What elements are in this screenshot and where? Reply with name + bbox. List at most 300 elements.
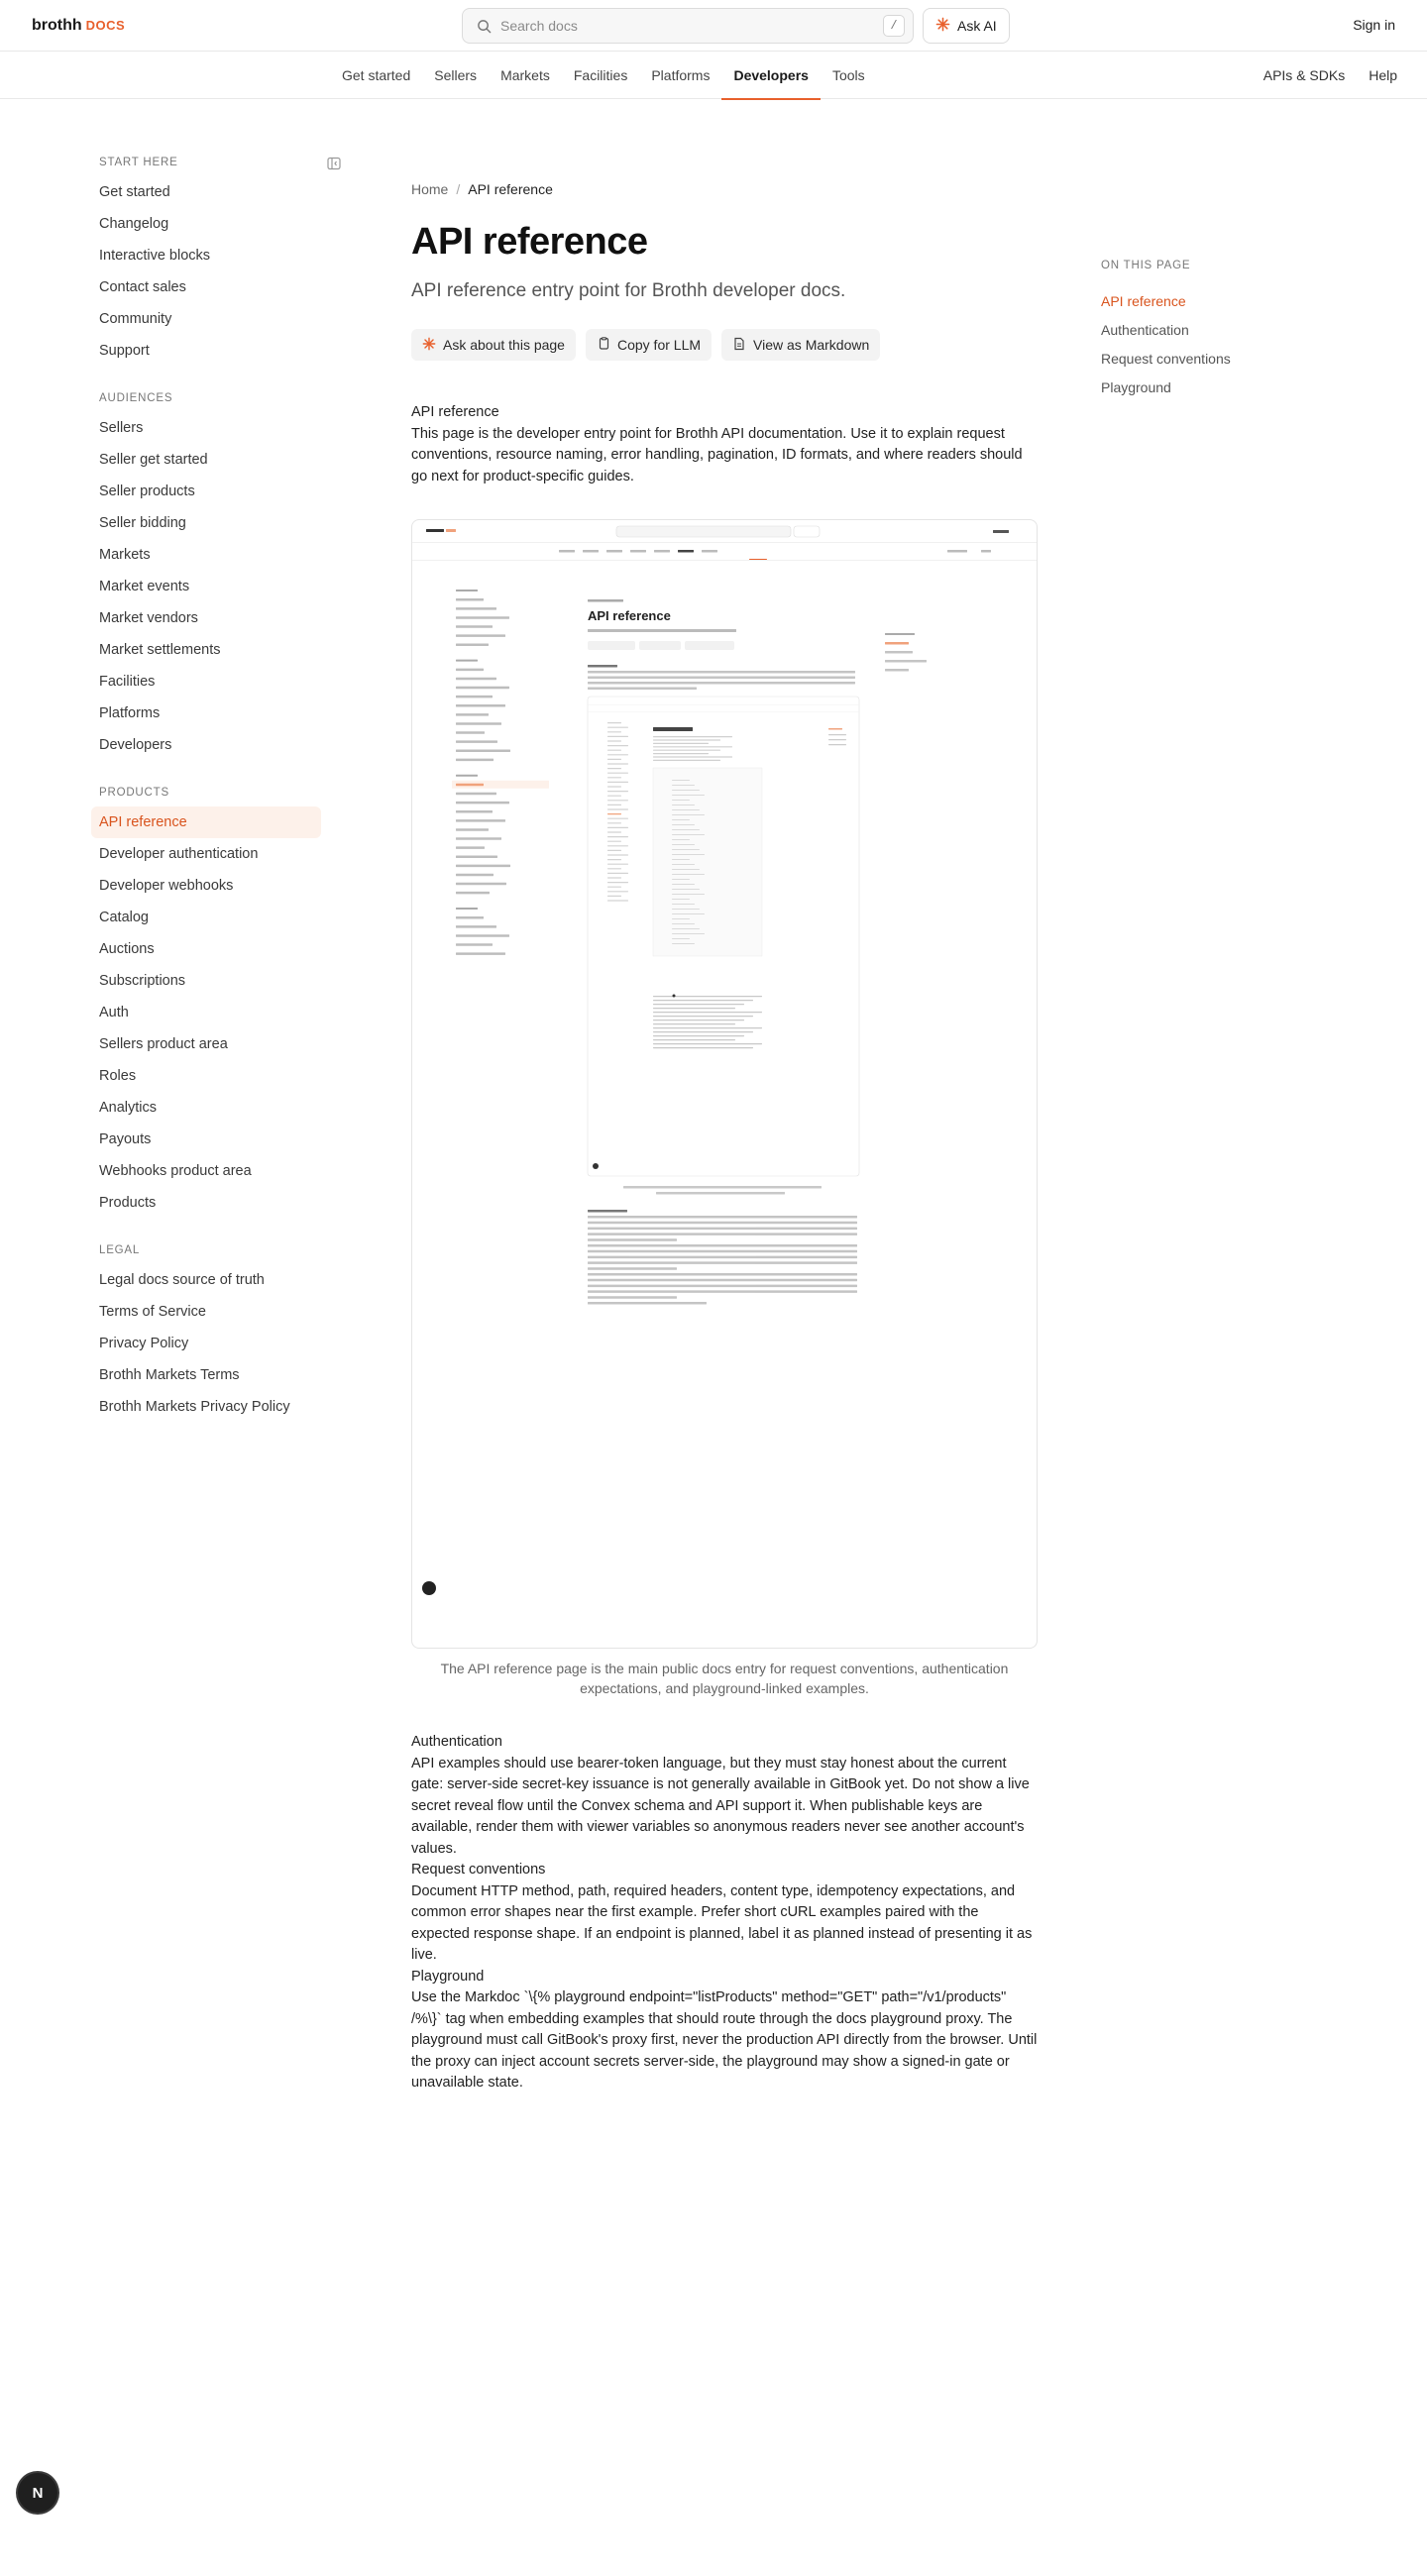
mini-nested-sidebar-line bbox=[607, 887, 621, 888]
tab-tools[interactable]: Tools bbox=[831, 67, 865, 83]
mini-sidebar-item bbox=[456, 837, 501, 840]
mini-nested-inner-line bbox=[672, 943, 695, 944]
mini-nested-body-line bbox=[653, 1004, 744, 1005]
mini-nested-sidebar-line bbox=[607, 736, 628, 737]
mini-nested-inner-line bbox=[672, 785, 695, 786]
mini-nested-inner-line bbox=[672, 824, 695, 825]
mini-sidebar-item bbox=[456, 819, 505, 822]
mini-nested-sidebar-line bbox=[607, 882, 628, 883]
mini-action-button bbox=[639, 641, 681, 650]
sidebar-item-brothh-markets-terms[interactable]: Brothh Markets Terms bbox=[99, 1367, 240, 1383]
mini-sidebar-item bbox=[456, 704, 505, 707]
body-sections bbox=[411, 1732, 1038, 2094]
playground-body: Use the Markdoc `\{% playground endpoint="listProducts" method="GET" path="/v1/products" /%\}` tag when embedding examples that should route through the docs playground proxy. The playground must call GitBook's proxy first, never the production API directly from the browser. Until the proxy can inject account secrets server-side, the playground may show a signed-in gate or unavailable state. bbox=[411, 1989, 1038, 2091]
mini-nested-body-line bbox=[653, 1027, 762, 1028]
mini-body-line bbox=[588, 1273, 857, 1276]
mini-nested-inner-line bbox=[672, 909, 700, 910]
on-this-page bbox=[1101, 260, 1299, 402]
sidebar-section-heading: PRODUCTS bbox=[99, 787, 169, 799]
mini-body-line bbox=[588, 1267, 677, 1270]
mini-nested-body-line bbox=[653, 1008, 735, 1009]
mini-nested-inner-line bbox=[672, 780, 690, 781]
mini-nested-inner-line bbox=[672, 874, 705, 875]
mini-nested-sidebar-line bbox=[607, 864, 628, 865]
mini-intro-line bbox=[588, 677, 855, 680]
mini-body-line bbox=[588, 1222, 857, 1225]
mini-nested-sidebar-line bbox=[607, 813, 621, 814]
mini-nested-inner-line bbox=[672, 884, 695, 885]
mini-nested-inner-line bbox=[672, 854, 705, 855]
ask-ai-label: Ask AI bbox=[957, 18, 997, 34]
toc-heading: ON THIS PAGE bbox=[1101, 260, 1191, 271]
sparkle-icon bbox=[935, 17, 950, 35]
mini-sidebar-item bbox=[456, 687, 509, 690]
mini-nested-sidebar-line bbox=[607, 831, 621, 832]
sidebar-item-api-reference[interactable]: API reference bbox=[91, 806, 321, 838]
mini-title: API reference bbox=[588, 608, 671, 623]
sidebar-item-products[interactable]: Products bbox=[99, 1195, 157, 1211]
breadcrumb-separator: / bbox=[456, 181, 461, 197]
mini-body-line bbox=[588, 1238, 677, 1241]
mini-sidebar-item bbox=[456, 828, 489, 831]
mini-sidebar-item bbox=[456, 598, 484, 601]
mini-nested-inner-line bbox=[672, 839, 690, 840]
mini-nested-sidebar-line bbox=[607, 768, 621, 769]
mini-sidebar-item bbox=[456, 865, 510, 868]
mini-body-line bbox=[588, 1302, 707, 1305]
authentication-heading: Authentication bbox=[411, 1734, 502, 1750]
sidebar-item-webhooks-product-area[interactable]: Webhooks product area bbox=[99, 1163, 252, 1179]
mini-nested-sidebar-line bbox=[607, 727, 628, 728]
page-actions bbox=[411, 329, 1038, 361]
tab-facilities[interactable]: Facilities bbox=[573, 67, 628, 83]
mini-sidebar-item bbox=[456, 731, 485, 734]
mini-sidebar-item bbox=[456, 934, 509, 937]
mini-sidebar-item bbox=[456, 916, 484, 919]
mini-nested-sidebar-line bbox=[607, 791, 628, 792]
mini-sidebar-heading bbox=[456, 590, 478, 591]
sidebar-gap bbox=[91, 367, 321, 384]
sidebar-item-changelog[interactable]: Changelog bbox=[99, 216, 169, 232]
sidebar-item-get-started[interactable]: Get started bbox=[99, 184, 170, 200]
mini-intro-line bbox=[588, 682, 855, 685]
mini-nested-inner-line bbox=[672, 933, 705, 934]
sidebar-item-platforms[interactable]: Platforms bbox=[99, 705, 161, 721]
mini-nested-inner-line bbox=[672, 800, 690, 801]
sidebar-item-legal-docs-source-of-truth[interactable]: Legal docs source of truth bbox=[99, 1272, 265, 1288]
page-lead: API reference entry point for Brothh developer docs. bbox=[411, 280, 846, 301]
sidebar-item-facilities[interactable]: Facilities bbox=[99, 674, 156, 690]
sidebar-item-market-settlements[interactable]: Market settlements bbox=[99, 642, 221, 658]
mini-nested-inner-frame bbox=[653, 768, 762, 956]
breadcrumb-current: API reference bbox=[468, 181, 553, 197]
breadcrumb-home[interactable]: Home bbox=[411, 181, 449, 197]
mini-sidebar-item bbox=[456, 846, 485, 849]
toc-spacer bbox=[1101, 279, 1299, 287]
mini-body-line bbox=[588, 1296, 677, 1299]
screenshot-miniature bbox=[412, 520, 1038, 1649]
mini-nested-inner-line bbox=[672, 859, 690, 860]
mini-nested-body-line bbox=[653, 1016, 753, 1017]
section-tabs bbox=[330, 52, 877, 99]
mini-nav-divider bbox=[412, 560, 1038, 561]
mini-nested-text bbox=[653, 756, 732, 757]
mini-breadcrumb bbox=[588, 599, 623, 602]
mini-nested-sidebar-line bbox=[607, 822, 621, 823]
sidebar-item-market-events[interactable]: Market events bbox=[99, 579, 190, 594]
mini-nested-toc-item bbox=[828, 734, 846, 735]
mini-nav-tab bbox=[606, 550, 622, 553]
mini-nested-inner-line bbox=[672, 889, 700, 890]
mini-nav-tab bbox=[583, 550, 599, 553]
screenshot-caption: The API reference page is the main public docs entry for request conventions, authentication expectations, and playground-linked examples. bbox=[440, 1661, 1009, 1696]
mini-nested-inner-line bbox=[672, 894, 705, 895]
mini-body-line bbox=[588, 1250, 857, 1253]
mini-nested-toc-active bbox=[828, 728, 842, 730]
mini-nested-inner-line bbox=[672, 864, 695, 865]
mini-nested-sidebar-line bbox=[607, 850, 621, 851]
sidebar-item-payouts[interactable]: Payouts bbox=[99, 1131, 152, 1147]
sidebar-item-seller-bidding[interactable]: Seller bidding bbox=[99, 515, 186, 531]
mini-nested-inner-line bbox=[672, 814, 705, 815]
mini-ask-ai bbox=[794, 526, 820, 537]
sign-in-link[interactable]: Sign in bbox=[1353, 17, 1395, 33]
mini-nested-sidebar-line bbox=[607, 841, 621, 842]
mini-toc-item bbox=[885, 651, 913, 654]
mini-nested-sidebar-line bbox=[607, 873, 628, 874]
mini-sidebar-item bbox=[456, 952, 505, 955]
mini-nested-text bbox=[653, 743, 709, 744]
mini-nested-inner-line bbox=[672, 829, 700, 830]
sidebar-item-subscriptions[interactable]: Subscriptions bbox=[99, 973, 186, 989]
mini-nested-inner-line bbox=[672, 869, 700, 870]
mini-sidebar-item bbox=[456, 856, 497, 859]
copy-for-llm-button[interactable] bbox=[586, 329, 712, 361]
mini-nested-sidebar-line bbox=[607, 877, 621, 878]
mini-body-line bbox=[588, 1244, 857, 1247]
mini-action-button bbox=[685, 641, 734, 650]
mini-caption-line bbox=[656, 1192, 785, 1195]
mini-nested-sidebar-line bbox=[607, 754, 628, 755]
mini-sidebar-item bbox=[456, 943, 493, 946]
mini-nested-body-line bbox=[653, 1043, 762, 1044]
view-as-markdown-button[interactable] bbox=[721, 329, 880, 361]
mini-nav-right bbox=[947, 550, 967, 553]
mini-nested-inner-line bbox=[672, 834, 705, 835]
mini-sidebar-item bbox=[456, 713, 489, 716]
mini-sidebar-item bbox=[456, 644, 489, 647]
mini-nested-inner-line bbox=[672, 809, 700, 810]
mini-nested-inner-line bbox=[672, 913, 705, 914]
mini-nested-inner-line bbox=[672, 844, 695, 845]
mini-nested-body-line bbox=[653, 1035, 744, 1036]
tab-platforms[interactable]: Platforms bbox=[651, 67, 711, 83]
mini-body-line bbox=[588, 1233, 857, 1235]
toc-item-playground[interactable]: Playground bbox=[1101, 379, 1171, 395]
mini-body-line bbox=[588, 1279, 857, 1282]
mini-sidebar-item bbox=[456, 722, 501, 725]
mini-sidebar-item bbox=[456, 874, 494, 877]
mini-body-line bbox=[588, 1256, 857, 1259]
mini-toc-heading bbox=[885, 633, 915, 635]
mini-nested-sidebar-line bbox=[607, 796, 621, 797]
mini-sign-in bbox=[993, 530, 1009, 533]
mini-nested-text bbox=[653, 750, 720, 751]
mini-body-line bbox=[588, 1228, 857, 1231]
sidebar-collapse-icon[interactable] bbox=[327, 157, 343, 172]
main-content bbox=[411, 176, 1038, 2094]
mini-body-line bbox=[588, 1290, 857, 1293]
intro-section bbox=[411, 402, 1038, 487]
mini-nav-tab bbox=[559, 550, 575, 553]
mini-nested-body-line bbox=[653, 1000, 753, 1001]
mini-sidebar-item bbox=[456, 740, 497, 743]
mini-nested-sidebar-line bbox=[607, 731, 621, 732]
sidebar-item-privacy-policy[interactable]: Privacy Policy bbox=[99, 1336, 189, 1351]
authentication-body: API examples should use bearer-token language, but they must stay honest about the current gate: server-side secret-key issuance is not generally available in GitBook yet. Do not show a live secret reveal flow until the Convex schema and API support it. When publishable keys are available, render them with viewer variables so anonymous readers never see another account's values. bbox=[411, 1755, 1030, 1857]
brand-name[interactable]: brothh bbox=[32, 17, 82, 34]
mini-sidebar-item bbox=[456, 892, 490, 895]
copy-for-llm-label: Copy for LLM bbox=[616, 337, 702, 353]
brand-logo[interactable] bbox=[32, 17, 125, 35]
mini-header-divider bbox=[412, 542, 1038, 543]
sidebar-item-contact-sales[interactable]: Contact sales bbox=[99, 279, 186, 295]
mini-nested-toc-item bbox=[828, 739, 846, 740]
sidebar-item-markets[interactable]: Markets bbox=[99, 547, 151, 563]
mini-toc-item bbox=[885, 660, 927, 663]
mini-nested-inner-line bbox=[672, 899, 690, 900]
mini-nested-sidebar-line bbox=[607, 722, 621, 723]
mini-avatar bbox=[422, 1581, 436, 1595]
page-title: API reference bbox=[411, 221, 648, 263]
mini-intro-line bbox=[588, 671, 855, 674]
sidebar-item-seller-products[interactable]: Seller products bbox=[99, 483, 195, 499]
mini-sidebar-item bbox=[456, 793, 496, 796]
mini-nested-sidebar-line bbox=[607, 786, 621, 787]
mini-sidebar-item bbox=[456, 810, 493, 813]
mini-nested-text bbox=[653, 760, 720, 761]
mini-nested-inner-line bbox=[672, 790, 700, 791]
sidebar-item-sellers-product-area[interactable]: Sellers product area bbox=[99, 1036, 228, 1052]
mini-nested-sidebar-line bbox=[607, 868, 621, 869]
mini-body-line bbox=[588, 1216, 857, 1219]
mini-sidebar-item bbox=[456, 750, 510, 753]
mini-nested-inner-line bbox=[672, 879, 690, 880]
mini-nested-sidebar-line bbox=[607, 836, 628, 837]
sidebar-gap bbox=[91, 761, 321, 779]
mini-nested-sidebar-line bbox=[607, 777, 621, 778]
search-box[interactable] bbox=[462, 8, 914, 44]
mini-sidebar-item bbox=[456, 802, 509, 805]
mini-nested-sidebar-line bbox=[607, 900, 628, 901]
sparkle-icon bbox=[422, 337, 436, 354]
mini-nested-sidebar-line bbox=[607, 773, 628, 774]
mini-nested-sidebar-line bbox=[607, 763, 628, 764]
mini-nested-toc-item bbox=[828, 744, 846, 745]
mini-nested-inner-line bbox=[672, 819, 690, 820]
toc-item-api-reference[interactable]: API reference bbox=[1101, 293, 1186, 309]
mini-body-line bbox=[588, 1285, 857, 1288]
mini-nested-inner-line bbox=[672, 928, 700, 929]
mini-sidebar-heading bbox=[456, 660, 478, 662]
mini-sidebar-item bbox=[456, 616, 509, 619]
tab-get-started[interactable]: Get started bbox=[342, 67, 411, 83]
apis-sdks-link[interactable]: APIs & SDKs bbox=[1262, 67, 1346, 83]
mini-nested-inner-avatar bbox=[673, 995, 676, 998]
mini-nested-sidebar-line bbox=[607, 740, 621, 741]
breadcrumb bbox=[411, 176, 1038, 202]
mini-nav-right bbox=[981, 550, 991, 553]
mini-sidebar-heading bbox=[456, 908, 478, 910]
toc-item-request-conventions[interactable]: Request conventions bbox=[1101, 351, 1231, 367]
mini-nested-sidebar-line bbox=[607, 818, 628, 819]
brand-suffix[interactable]: DOCS bbox=[85, 18, 126, 33]
copy-icon bbox=[597, 337, 610, 354]
mini-sidebar-item bbox=[456, 696, 493, 698]
mini-nested-text bbox=[653, 739, 720, 740]
sidebar-item-developer-webhooks[interactable]: Developer webhooks bbox=[99, 878, 234, 894]
document-icon bbox=[732, 337, 746, 354]
sidebar-item-support[interactable]: Support bbox=[99, 343, 150, 359]
mini-nested-body-line bbox=[653, 1039, 735, 1040]
sidebar-item-interactive-blocks[interactable]: Interactive blocks bbox=[99, 248, 211, 264]
mini-nested-inner-line bbox=[672, 904, 695, 905]
ask-about-page-button[interactable] bbox=[411, 329, 576, 361]
mini-intro-line bbox=[588, 688, 697, 691]
mini-nested-text bbox=[653, 746, 732, 747]
mini-toc-item bbox=[885, 669, 909, 672]
mini-nested-sidebar-line bbox=[607, 859, 621, 860]
mini-nested-inner-line bbox=[672, 918, 690, 919]
mini-toc-active bbox=[885, 642, 909, 645]
mini-nested-body-line bbox=[653, 1031, 753, 1032]
mini-sidebar-item bbox=[456, 678, 496, 681]
mini-nested-sidebar-line bbox=[607, 827, 628, 828]
mini-nested-body-line bbox=[653, 1047, 753, 1048]
mini-nav-tab bbox=[678, 550, 694, 553]
sidebar-gap bbox=[91, 1219, 321, 1236]
sidebar-item-brothh-markets-privacy-policy[interactable]: Brothh Markets Privacy Policy bbox=[99, 1399, 290, 1415]
sidebar-section-heading: LEGAL bbox=[99, 1244, 141, 1256]
sidebar-section-heading: START HERE bbox=[99, 157, 178, 168]
mini-nested-avatar bbox=[593, 1163, 599, 1169]
mini-nested-sidebar-line bbox=[607, 896, 621, 897]
mini-nested-sidebar-line bbox=[607, 800, 628, 801]
sidebar-item-developer-authentication[interactable]: Developer authentication bbox=[99, 846, 259, 862]
mini-sidebar-item bbox=[456, 669, 484, 672]
mini-nav-active-underline bbox=[749, 559, 767, 560]
mini-nested-sidebar-line bbox=[607, 750, 621, 751]
nav-right-links bbox=[1263, 52, 1397, 99]
mini-sidebar-item bbox=[456, 784, 484, 787]
sidebar-item-roles[interactable]: Roles bbox=[99, 1068, 137, 1084]
help-link[interactable]: Help bbox=[1369, 67, 1397, 83]
sidebar-item-terms-of-service[interactable]: Terms of Service bbox=[99, 1304, 206, 1320]
mini-nested-sidebar-line bbox=[607, 808, 628, 809]
sidebar bbox=[91, 149, 321, 1423]
mini-action-button bbox=[588, 641, 635, 650]
mini-nested-body-line bbox=[653, 1023, 735, 1024]
mini-nested-body-line bbox=[653, 996, 762, 997]
mini-nested-text bbox=[653, 736, 732, 737]
mini-sidebar-heading bbox=[456, 775, 478, 777]
request-conventions-body: Document HTTP method, path, required headers, content type, idempotency expectations, and common error shapes near the first example. Prefer short cURL examples paired with the expected response shape. If an endpoint is planned, label it as planned instead of presenting it as live. bbox=[411, 1882, 1033, 1963]
sidebar-item-community[interactable]: Community bbox=[99, 311, 172, 327]
view-as-markdown-label: View as Markdown bbox=[753, 337, 870, 353]
sidebar-item-auctions[interactable]: Auctions bbox=[99, 941, 155, 957]
mini-nested-sidebar-line bbox=[607, 854, 628, 855]
search-input[interactable] bbox=[500, 18, 883, 34]
tab-markets[interactable]: Markets bbox=[500, 67, 550, 83]
mini-body-line bbox=[588, 1261, 857, 1264]
playground-heading: Playground bbox=[411, 1968, 485, 1985]
tab-developers[interactable]: Developers bbox=[721, 52, 820, 99]
mini-sidebar-item bbox=[456, 883, 506, 886]
next-logo-icon[interactable] bbox=[18, 2473, 57, 2513]
mini-caption-line bbox=[623, 1186, 822, 1189]
sidebar-item-catalog[interactable]: Catalog bbox=[99, 910, 149, 925]
intro-body: This page is the developer entry point for Brothh API documentation. Use it to explain request conventions, resource naming, error handling, pagination, ID formats, and where readers should go next for product-specific guides. bbox=[411, 425, 1023, 484]
section-nav bbox=[0, 52, 1427, 99]
page-screenshot-image bbox=[411, 519, 1038, 1649]
sidebar-item-analytics[interactable]: Analytics bbox=[99, 1100, 158, 1116]
sidebar-section-heading: AUDIENCES bbox=[99, 392, 173, 404]
mini-auth-heading bbox=[588, 1210, 627, 1213]
mini-nested-text bbox=[653, 753, 709, 754]
request-conventions-heading: Request conventions bbox=[411, 1862, 546, 1878]
mini-brand bbox=[426, 529, 444, 532]
mini-nav-tab bbox=[654, 550, 670, 553]
mini-nested-title bbox=[653, 727, 693, 731]
mini-nested-inner-line bbox=[672, 795, 705, 796]
sidebar-item-market-vendors[interactable]: Market vendors bbox=[99, 610, 198, 626]
mini-nav-tab bbox=[702, 550, 717, 553]
mini-sidebar-item bbox=[456, 925, 496, 928]
ask-about-page-label: Ask about this page bbox=[443, 337, 565, 353]
search-shortcut-key: / bbox=[883, 15, 905, 37]
mini-nav-tab bbox=[630, 550, 646, 553]
intro-heading: API reference bbox=[411, 404, 499, 420]
sidebar-item-seller-get-started[interactable]: Seller get started bbox=[99, 452, 208, 468]
sidebar-item-sellers[interactable]: Sellers bbox=[99, 420, 144, 436]
mini-sidebar-item bbox=[456, 607, 496, 610]
mini-nested-sidebar-line bbox=[607, 891, 628, 892]
mini-nested-inner-line bbox=[672, 938, 690, 939]
mini-lead bbox=[588, 629, 736, 632]
mini-sidebar-item bbox=[456, 634, 505, 637]
mini-nested-sidebar-line bbox=[607, 845, 628, 846]
sidebar-item-auth[interactable]: Auth bbox=[99, 1005, 129, 1020]
mini-search bbox=[616, 526, 791, 537]
mini-brand-suffix bbox=[446, 529, 456, 532]
mini-nested-sidebar-line bbox=[607, 782, 628, 783]
mini-nested-sidebar-line bbox=[607, 759, 621, 760]
mini-nested-sidebar-line bbox=[607, 745, 628, 746]
toc-item-authentication[interactable]: Authentication bbox=[1101, 322, 1189, 338]
top-header bbox=[0, 0, 1427, 52]
mini-intro-heading bbox=[588, 665, 617, 668]
mini-sidebar-item bbox=[456, 759, 494, 762]
svg-text:N: N bbox=[32, 2485, 44, 2502]
mini-nested-body-line bbox=[653, 1012, 762, 1013]
tab-sellers[interactable]: Sellers bbox=[434, 67, 478, 83]
mini-sidebar-item bbox=[456, 625, 493, 628]
mini-nested-inner-line bbox=[672, 923, 695, 924]
ask-ai-button[interactable] bbox=[923, 8, 1010, 44]
mini-nested-inner-line bbox=[672, 849, 700, 850]
search-icon bbox=[475, 17, 493, 35]
sidebar-item-developers[interactable]: Developers bbox=[99, 737, 172, 753]
